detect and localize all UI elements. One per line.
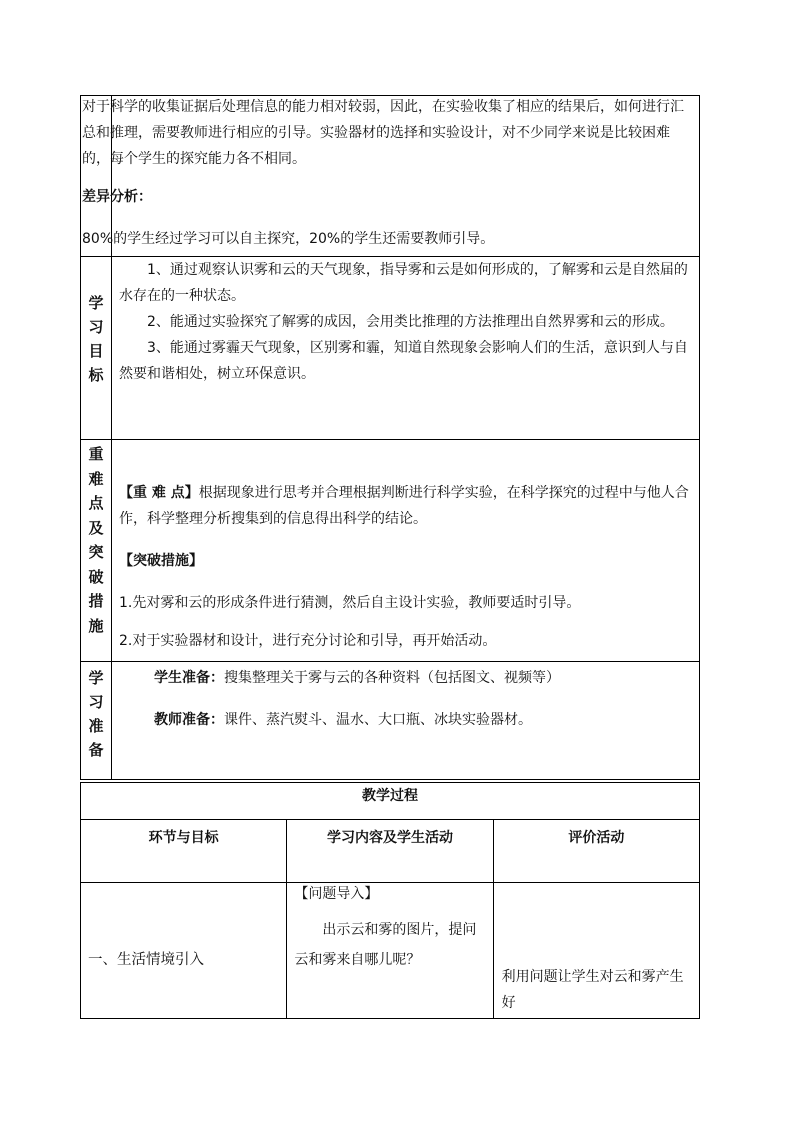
key-label-char: 点: [88, 494, 104, 512]
key-content-cell: [112, 440, 700, 662]
key-label-char: 难: [88, 469, 104, 488]
question-intro-text: 出示云和雾的图片，提问云和雾来自哪儿呢？: [294, 922, 477, 968]
prep-label-char: 备: [88, 741, 104, 759]
goals-label-char: 习: [88, 318, 104, 336]
student-prep-text: 搜集整理关于雾与云的各种资料（包括图文、视频等）: [224, 670, 560, 686]
prep-label-char: 学: [88, 669, 104, 687]
teacher-prep-label: 教师准备：: [154, 712, 224, 728]
content-cell: [287, 883, 493, 1019]
header-stage: 环节与目标: [81, 820, 287, 883]
preparation-row: [81, 662, 700, 780]
goals-label-char: 学: [88, 294, 104, 312]
process-header-row: [81, 820, 700, 883]
student-prep: [154, 665, 693, 691]
key-label-char: 施: [88, 616, 104, 635]
prep-content-cell: [112, 662, 700, 780]
teacher-prep-text: 课件、蒸汽熨斗、温水、大口瓶、冰块实验器材。: [224, 712, 532, 728]
difference-heading: 差异分析：: [82, 189, 152, 205]
prep-label-char: 习: [88, 693, 104, 711]
goals-row: [81, 257, 700, 440]
analysis-paragraph: 对于科学的收集证据后处理信息的能力相对较弱，因此，在实验收集了相应的结果后，如何进行汇总和推理，需要教师进行相应的引导。实验器材的选择和实验设计，对不少同学来说是比较困难的，每个学生的探究能力各不相同。: [82, 99, 684, 167]
process-title: 教学过程: [81, 783, 700, 820]
key-label-char: 及: [88, 518, 104, 537]
key-difficulty-paragraph: [119, 480, 693, 532]
goals-content-cell: [112, 257, 700, 440]
key-label-char: 突: [88, 543, 104, 561]
key-difficulty-text: 根据现象进行思考并合理根据判断进行科学实验，在科学探究的过程中与他人合作，科学整理分析搜集到的信息得出科学的结论。: [119, 485, 689, 527]
prep-label-char: 准: [88, 717, 104, 735]
analysis-row: [81, 96, 700, 257]
goal-item: 2、能通过实验探究了解雾的成因，会用类比推理的方法推理出自然界雾和云的形成。: [147, 314, 674, 330]
question-intro-label: 【问题导入】: [294, 886, 379, 902]
process-title-row: [81, 783, 700, 820]
prep-label-cell: [81, 662, 112, 780]
key-label-char: 措: [88, 592, 104, 610]
goal-item: 1、通过观察认识雾和云的天气现象，指导雾和云是如何形成的，了解雾和云是自然届的水存在的一种状态。: [119, 262, 688, 304]
measures-heading: 【突破措施】: [119, 553, 203, 569]
goals-label-char: 标: [88, 366, 104, 384]
evaluation-cell: 利用问题让学生对云和雾产生好: [493, 883, 699, 1019]
process-row-intro: [81, 883, 700, 1019]
stage-cell: 一、生活情境引入: [81, 883, 287, 1019]
key-points-row: [81, 440, 700, 662]
goals-label-cell: [81, 257, 112, 440]
key-label-cell: [81, 440, 112, 662]
key-label-char: 破: [88, 567, 104, 586]
lesson-plan-table: [80, 95, 700, 780]
analysis-content-cell: [82, 96, 700, 257]
goals-label-char: 目: [88, 342, 104, 360]
header-evaluation: 评价活动: [493, 820, 699, 883]
goal-item: 3、能通过雾霾天气现象，区别雾和霾，知道自然现象会影响人们的生活，意识到人与自然要和谐相处，树立环保意识。: [119, 340, 688, 382]
teaching-process-table: [80, 782, 700, 1019]
measure-item: 2.对于实验器材和设计，进行充分讨论和引导，再开始活动。: [119, 633, 497, 649]
teacher-prep: [154, 707, 693, 733]
key-label-char: 重: [88, 445, 104, 463]
key-difficulty-label: 【重 难 点】: [119, 485, 199, 501]
difference-text: 80%的学生经过学习可以自主探究，20%的学生还需要教师引导。: [82, 231, 495, 247]
header-content: 学习内容及学生活动: [287, 820, 493, 883]
measure-item: 1.先对雾和云的形成条件进行猜测，然后自主设计实验，教师要适时引导。: [119, 595, 581, 611]
student-prep-label: 学生准备：: [154, 670, 224, 686]
